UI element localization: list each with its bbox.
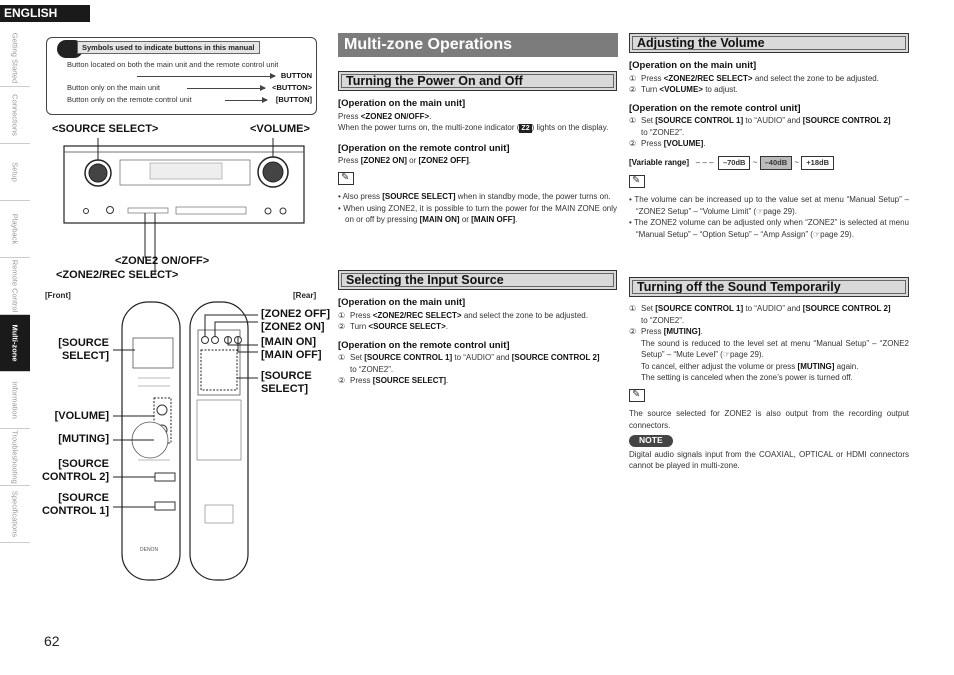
legend-row: Button only on the remote control unit [BUTTON] <box>67 95 312 104</box>
section-input-body: [Operation on the main unit] ① Press <ZONE2/REC SELECT> and select the zone to be adjusted. ② Turn <SOURCE SELECT>. [Operation on the remote control unit] ① Set [SOURCE CONTROL 1] to “AUDIO” and [SOURCE CONTROL 2] to “ZONE2”. ② Press [SOURCE SELECT]. <box>338 297 600 385</box>
front-label: [Front] <box>45 291 71 300</box>
section-volume-body: [Operation on the main unit] ① Press <ZONE2/REC SELECT> and select the zone to be adjusted. ② Turn <VOLUME> to adjust. [Operation on the remote control unit] ① Set [SOURCE CONTROL 1] to “AUDIO” and [SOURCE CONTROL 2] to “ZONE2”. ② Press [VOLUME]. [Variable range] – – – –70dB ~ –40dB ~ +18dB ✎ • The volume can be increased up to the value set at menu “Manual Setup” – “ZONE2 Setup” – “Volume Limit” (☞page 29). • The ZONE2 volume can be adjusted only when “ZONE2” is selected at menu “Manual Setup” – “Option Setup” – “Amp Assign” (☞page 29). <box>629 60 909 240</box>
remote-brand-logo: DENON <box>140 547 159 553</box>
remote-main-off-label: [MAIN OFF] <box>261 349 322 361</box>
language-label: ENGLISH <box>0 5 90 22</box>
page-number: 62 <box>44 633 60 649</box>
nav-tab-setup[interactable]: Setup <box>0 144 30 201</box>
list-item: • The ZONE2 volume can be adjusted only when “ZONE2” is selected at menu “Manual Setup” – “Option Setup” – “Amp Assign” (☞page 29). <box>629 218 909 239</box>
section-mute-heading: Turning off the Sound Temporarily <box>629 277 909 297</box>
list-item: • Also press [SOURCE SELECT] when in standby mode, the power turns on. <box>338 192 611 201</box>
remote-main-on-label: [MAIN ON] <box>261 336 316 348</box>
nav-tab-remote-control[interactable]: Remote Control <box>0 258 30 315</box>
nav-tab-specifications[interactable]: Specifications <box>0 486 30 543</box>
source-select-label: <SOURCE SELECT> <box>52 123 159 135</box>
note-pencil-icon <box>629 389 645 402</box>
remote-volume-label: [VOLUME] <box>54 410 109 422</box>
nav-tab-troubleshooting[interactable]: Troubleshooting <box>0 429 30 486</box>
remote-rear-source-select-label: [SOURCE SELECT] <box>261 370 312 395</box>
variable-range: [Variable range] – – – –70dB ~ –40dB ~ +18dB <box>629 156 909 170</box>
z2-indicator-icon: Z2 <box>521 125 530 132</box>
legend-title: Symbols used to indicate buttons in this manual <box>77 41 260 54</box>
nav-tab-playback[interactable]: Playback <box>0 201 30 258</box>
legend-row: Button only on the main unit <BUTTON> <box>67 83 312 92</box>
section-power-heading: Turning the Power On and Off <box>338 71 617 91</box>
section-mute-body: ① Set [SOURCE CONTROL 1] to “AUDIO” and [SOURCE CONTROL 2] to “ZONE2”. ② Press [MUTING]. The sound is reduced to the level set at menu “Manual Setup” – “ZONE2 Setup” – “Mute Level” (☞page 29). To cancel, either adjust the volume or press [MUTING] again. The setting is canceled when the zone’s power is turned off. ✎ The source selected for ZONE2 is also output from the recording output connectors. NOTE Digital audio signals input from the COAXIAL, OPTICAL or HDMI connectors cannot be played in multi-zone. <box>629 303 909 472</box>
note-badge: NOTE <box>629 435 673 447</box>
nav-tab-information[interactable]: Information <box>0 372 30 429</box>
remote-source-select-label: [SOURCE SELECT] <box>58 337 109 362</box>
page-title: Multi-zone Operations <box>338 33 618 57</box>
section-input-heading: Selecting the Input Source <box>338 270 617 290</box>
zone2-on-off-label: <ZONE2 ON/OFF> <box>115 255 210 267</box>
nav-tab-multi-zone[interactable]: Multi-zone <box>0 315 30 372</box>
remote-front <box>113 302 180 580</box>
zone2-rec-select-label: <ZONE2/REC SELECT> <box>56 269 179 281</box>
legend-row: Button located on both the main unit and the remote control unit BUTTON <box>67 60 312 80</box>
rear-label: [Rear] <box>293 291 317 300</box>
note-pencil-icon <box>629 175 645 188</box>
remote-source-control-2-label: [SOURCE CONTROL 2] <box>41 458 109 483</box>
remote-rear <box>190 302 258 580</box>
remote-zone2-off-label: [ZONE2 OFF] <box>261 308 331 320</box>
remote-muting-label: [MUTING] <box>58 433 109 445</box>
section-volume-heading: Adjusting the Volume <box>629 33 909 53</box>
note-pencil-icon <box>338 172 354 185</box>
nav-tab-connections[interactable]: Connections <box>0 87 30 144</box>
list-item: • When using ZONE2, it is possible to turn the power for the MAIN ZONE only on or off by pressing [MAIN ON] or [MAIN OFF]. <box>338 203 617 224</box>
remote-source-control-1-label: [SOURCE CONTROL 1] <box>41 492 109 517</box>
list-item: • The volume can be increased up to the value set at menu “Manual Setup” – “ZONE2 Setup” – “Volume Limit” (☞page 29). <box>629 195 909 216</box>
remote-zone2-on-label: [ZONE2 ON] <box>261 321 325 333</box>
volume-label: <VOLUME> <box>250 123 310 135</box>
section-power-body: [Operation on the main unit] Press <ZONE2 ON/OFF>. When the power turns on, the multi-zone indicator ( Z2 ) lights on the display. [Operation on the remote control unit] Press [ZONE2 ON] or [ZONE2 OFF]. ✎ • Also press [SOURCE SELECT] when in standby mode, the power turns on. • When using ZONE2, it is possible to turn the power for the MAIN ZONE only on or off by pressing [MAIN ON] or [MAIN OFF]. <box>338 98 617 226</box>
nav-tab-getting-started[interactable]: Getting Started <box>0 30 30 87</box>
